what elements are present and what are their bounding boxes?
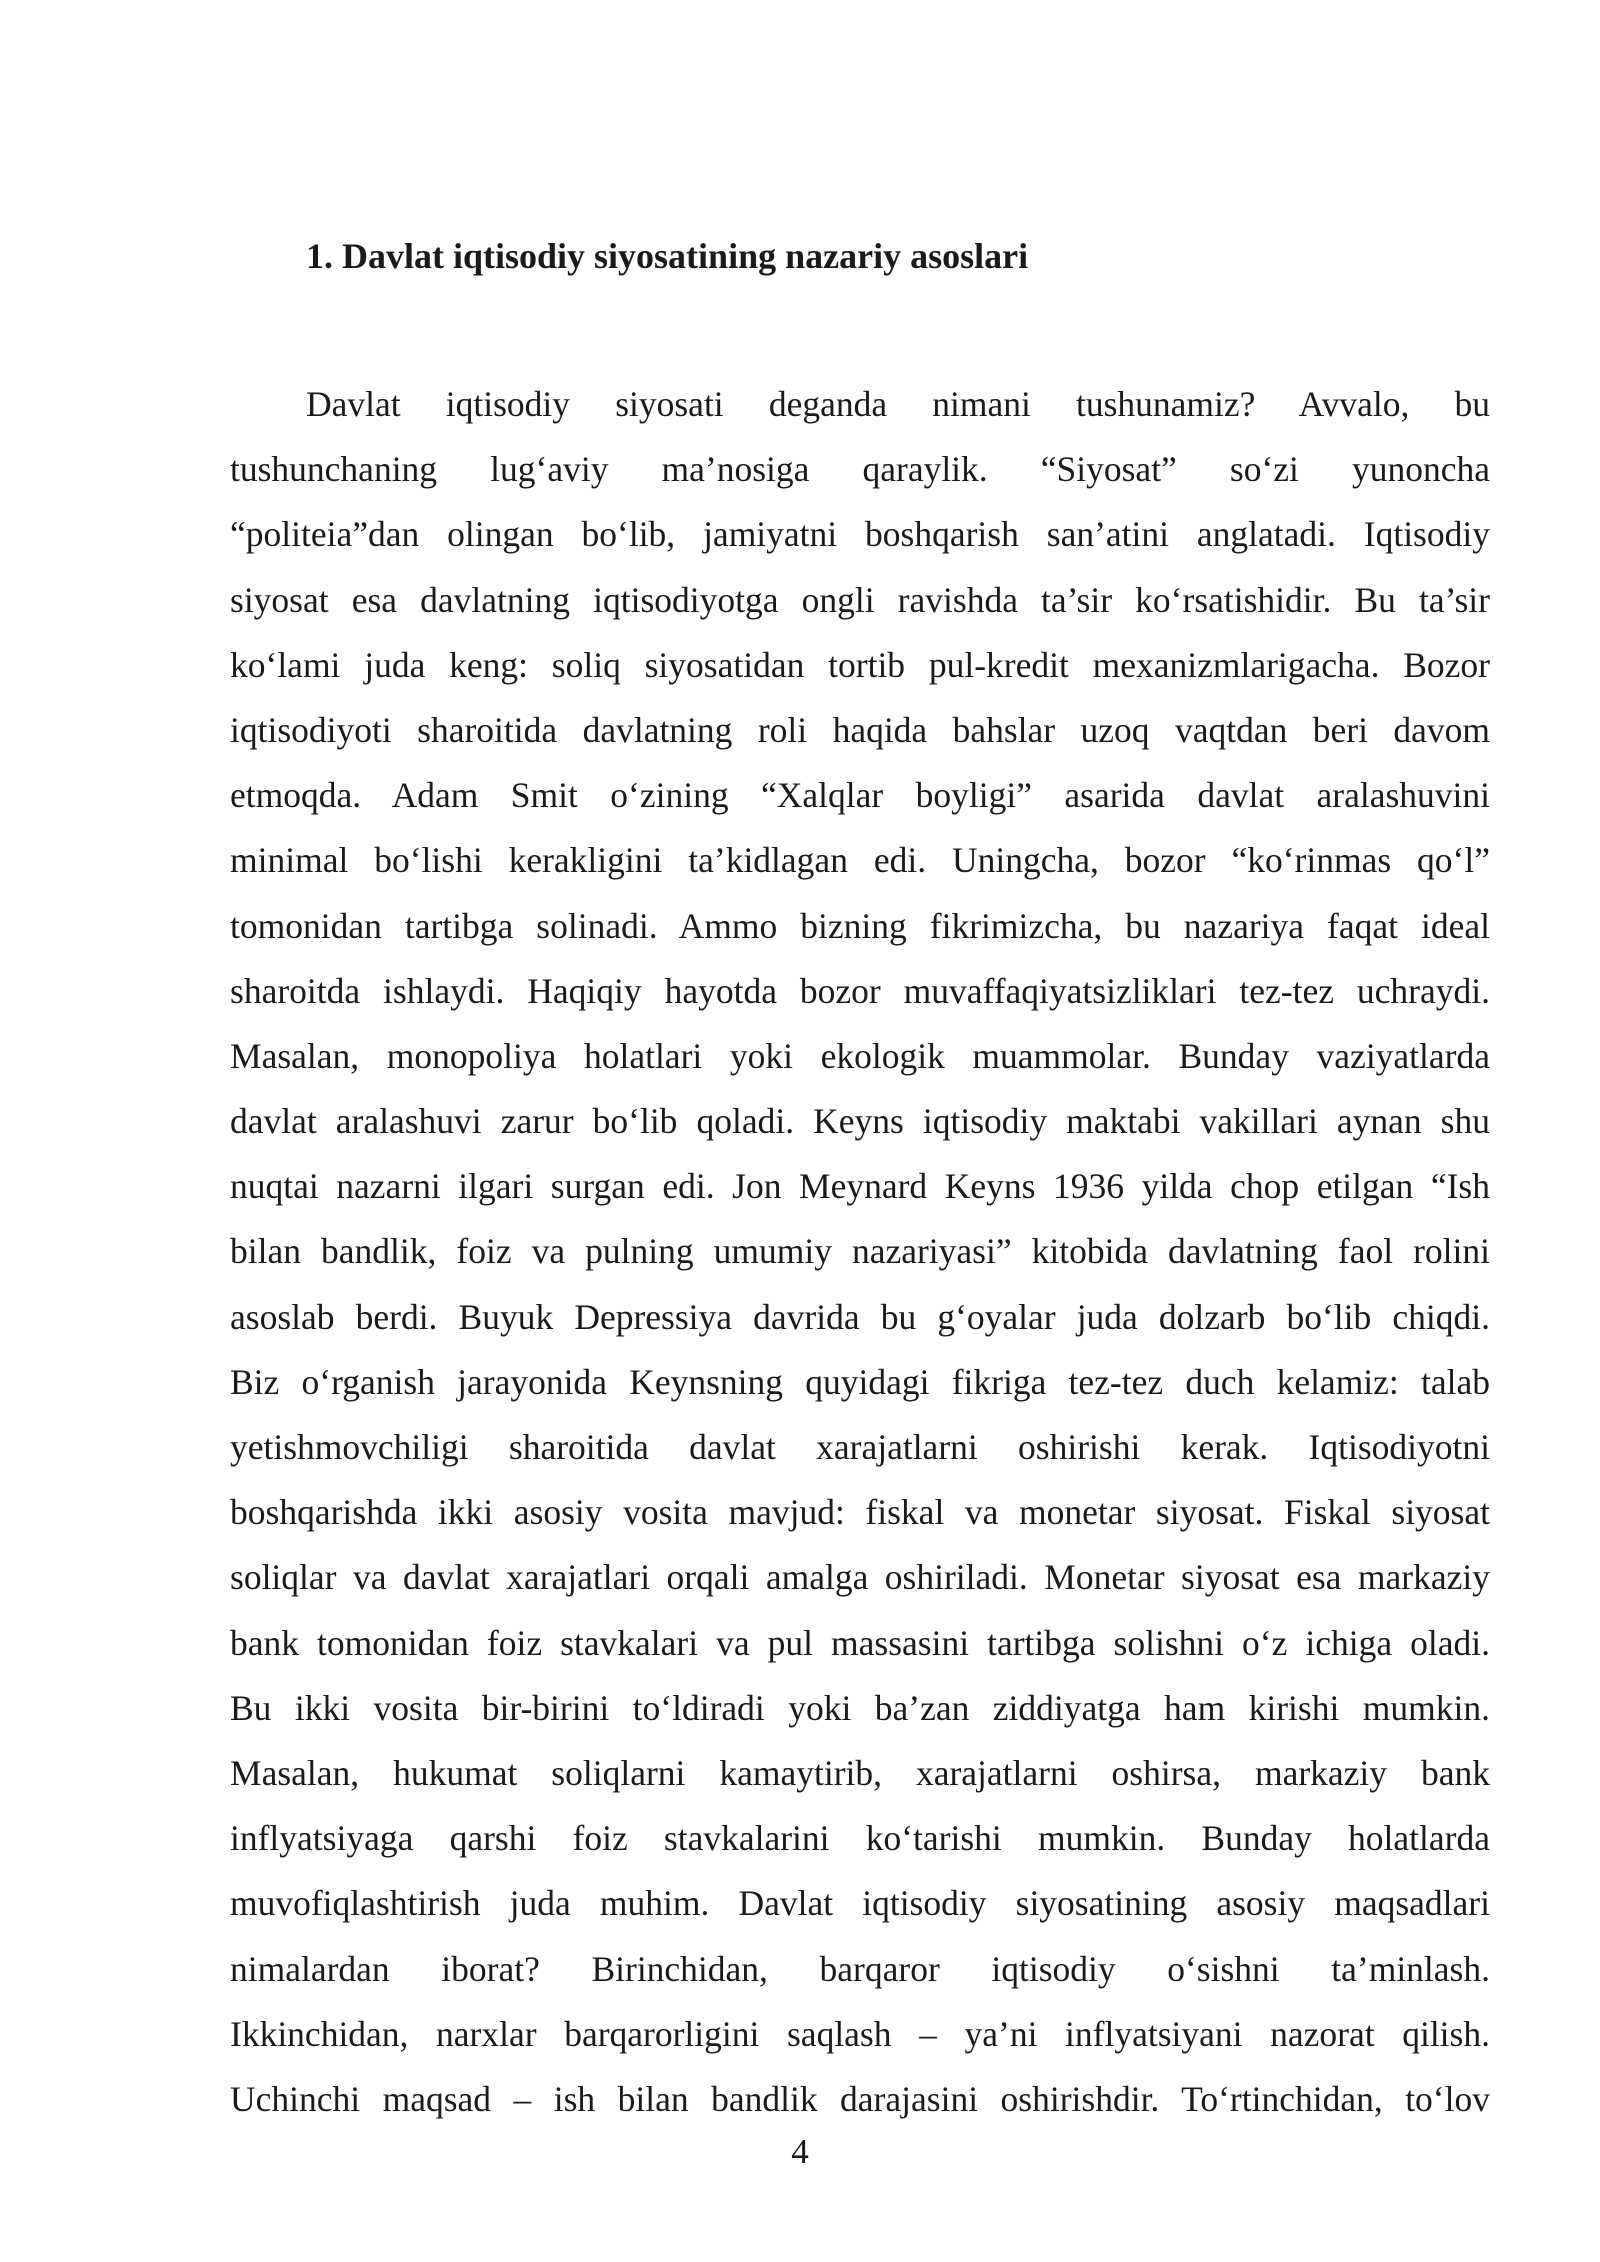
text-line: tomonidan tartibga solinadi. Ammo bizning fikrimizcha, bu nazariya faqat ideal <box>230 905 1490 946</box>
text-line: inflyatsiyaga qarshi foiz stavkalarini ko‘tarishi mumkin. Bunday holatlarda <box>230 1818 1490 1859</box>
text-line: boshqarishda ikki asosiy vosita mavjud: fiskal va monetar siyosat. Fiskal siyosat <box>230 1492 1490 1533</box>
text-line: asoslab berdi. Buyuk Depressiya davrida bu g‘oyalar juda dolzarb bo‘lib chiqdi. <box>230 1296 1490 1337</box>
text-line: nimalardan iborat? Birinchidan, barqaror iqtisodiy o‘sishni ta’minlash. <box>230 1948 1490 1989</box>
text-line: minimal bo‘lishi kerakligini ta’kidlagan edi. Uningcha, bozor “ko‘rinmas qo‘l” <box>230 840 1490 881</box>
text-line: davlat aralashuvi zarur bo‘lib qoladi. Keyns iqtisodiy maktabi vakillari aynan shu <box>230 1101 1490 1142</box>
text-line: bilan bandlik, foiz va pulning umumiy nazariyasi” kitobida davlatning faol rolini <box>230 1231 1490 1272</box>
text-line: sharoitda ishlaydi. Haqiqiy hayotda bozor muvaffaqiyatsizliklari tez-tez uchraydi. <box>230 970 1490 1011</box>
text-line: Masalan, monopoliya holatlari yoki ekologik muammolar. Bunday vaziyatlarda <box>230 1035 1490 1076</box>
text-line: Uchinchi maqsad – ish bilan bandlik darajasini oshirishdir. To‘rtinchidan, to‘lov <box>230 2078 1490 2119</box>
text-line: Bu ikki vosita bir-birini to‘ldiradi yoki ba’zan ziddiyatga ham kirishi mumkin. <box>230 1687 1490 1728</box>
text-line: “politeia”dan olingan bo‘lib, jamiyatni boshqarish san’atini anglatadi. Iqtisodiy <box>230 514 1490 555</box>
text-line: Davlat iqtisodiy siyosati deganda nimani tushunamiz? Avvalo, bu <box>306 384 1490 424</box>
text-line: ko‘lami juda keng: soliq siyosatidan tortib pul-kredit mexanizmlarigacha. Bozor <box>230 644 1490 685</box>
text-line: siyosat esa davlatning iqtisodiyotga ongli ravishda ta’sir ko‘rsatishidir. Bu ta’sir <box>230 579 1490 620</box>
body-paragraph <box>230 380 1490 2140</box>
text-line: bank tomonidan foiz stavkalari va pul massasini tartibga solishni o‘z ichiga oladi. <box>230 1622 1490 1663</box>
text-line: etmoqda. Adam Smit o‘zining “Xalqlar boyligi” asarida davlat aralashuvini <box>230 775 1490 816</box>
text-line: Biz o‘rganish jarayonida Keynsning quyidagi fikriga tez-tez duch kelamiz: talab <box>230 1361 1490 1402</box>
text-line: tushunchaning lug‘aviy ma’nosiga qaraylik. “Siyosat” so‘zi yunoncha <box>230 449 1490 490</box>
section-heading: 1. Davlat iqtisodiy siyosatining nazariy asoslari <box>306 236 1029 276</box>
text-line: iqtisodiyoti sharoitida davlatning roli haqida bahslar uzoq vaqtdan beri davom <box>230 709 1490 750</box>
page-number: 4 <box>791 2132 809 2171</box>
text-line: muvofiqlashtirish juda muhim. Davlat iqtisodiy siyosatining asosiy maqsadlari <box>230 1883 1490 1924</box>
text-line: Ikkinchidan, narxlar barqarorligini saqlash – ya’ni inflyatsiyani nazorat qilish. <box>230 2013 1490 2054</box>
text-line: yetishmovchiligi sharoitida davlat xarajatlarni oshirishi kerak. Iqtisodiyotni <box>230 1427 1490 1467</box>
text-line: soliqlar va davlat xarajatlari orqali amalga oshiriladi. Monetar siyosat esa markaziy <box>230 1557 1490 1598</box>
text-line: Masalan, hukumat soliqlarni kamaytirib, xarajatlarni oshirsa, markaziy bank <box>230 1752 1490 1793</box>
text-line: nuqtai nazarni ilgari surgan edi. Jon Meynard Keyns 1936 yilda chop etilgan “Ish <box>230 1166 1490 1207</box>
